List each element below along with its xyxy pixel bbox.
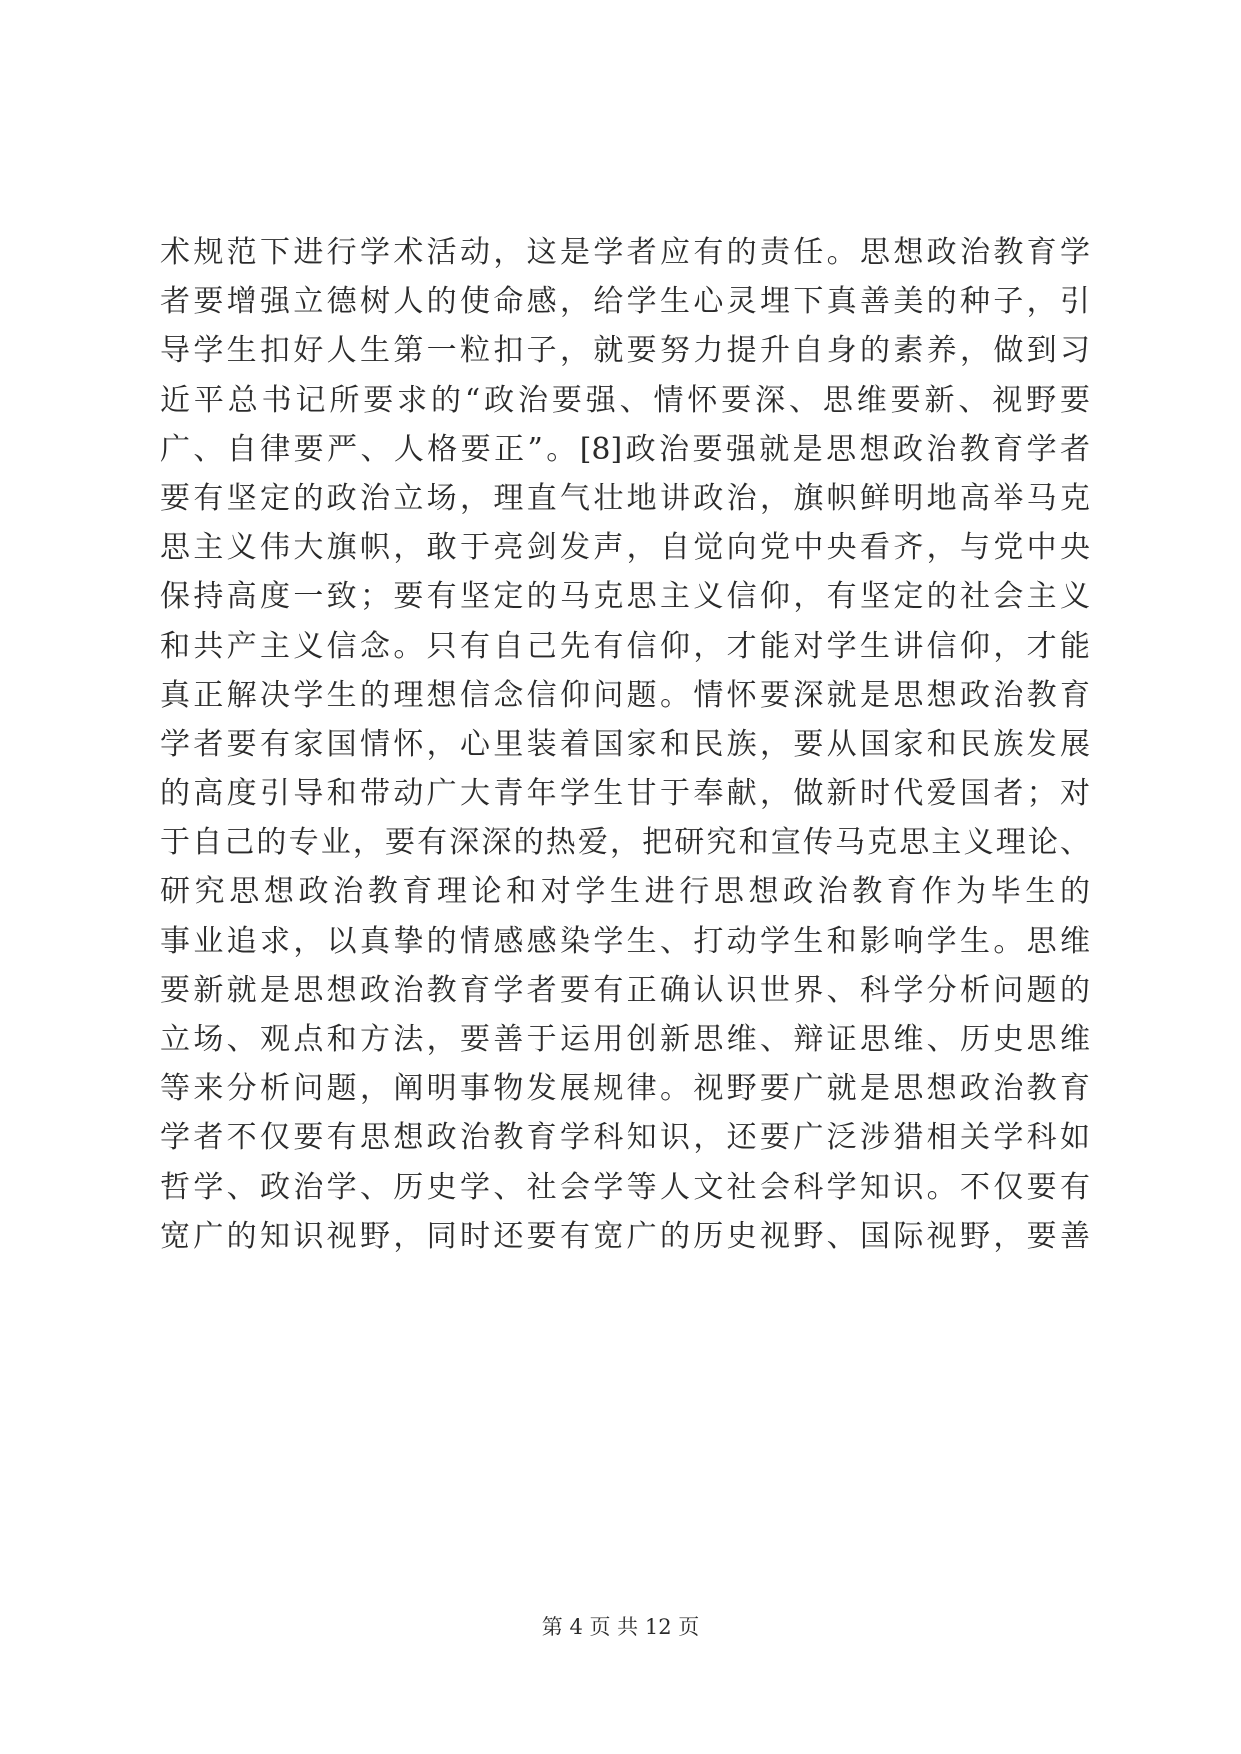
text-line: 于自己的专业，要有深深的热爱，把研究和宣传马克思主义理论、 bbox=[160, 825, 1090, 861]
text-line: 立场、观点和方法，要善于运用创新思维、辩证思维、历史思维 bbox=[160, 1022, 1090, 1057]
text-line: 要有坚定的政治立场，理直气壮地讲政治，旗帜鲜明地高举马克 bbox=[160, 480, 1090, 516]
text-line: 学者要有家国情怀，心里装着国家和民族，要从国家和民族发展 bbox=[160, 726, 1090, 762]
text-line: 广、自律要严、人格要正”。[8]政治要强就是思想政治教育学者 bbox=[160, 431, 1090, 467]
text-line: 的高度引导和带动广大青年学生甘于奉献，做新时代爱国者；对 bbox=[160, 776, 1090, 812]
page-number-label: 第 4 页 共 12 页 bbox=[541, 1615, 700, 1639]
text-line: 保持高度一致；要有坚定的马克思主义信仰，有坚定的社会主义 bbox=[160, 579, 1090, 615]
text-line: 宽广的知识视野，同时还要有宽广的历史视野、国际视野，要善 bbox=[160, 1218, 1090, 1254]
text-line: 近平总书记所要求的“政治要强、情怀要深、思维要新、视野要 bbox=[160, 382, 1090, 418]
text-line: 思主义伟大旗帜，敢于亮剑发声，自觉向党中央看齐，与党中央 bbox=[160, 530, 1090, 566]
body-text bbox=[160, 228, 1090, 1261]
text-line: 真正解决学生的理想信念信仰问题。情怀要深就是思想政治教育 bbox=[160, 677, 1090, 713]
text-line: 和共产主义信念。只有自己先有信仰，才能对学生讲信仰，才能 bbox=[160, 628, 1090, 664]
text-line: 术规范下进行学术活动，这是学者应有的责任。思想政治教育学 bbox=[160, 235, 1090, 270]
text-line: 事业追求，以真挚的情感感染学生、打动学生和影响学生。思维 bbox=[160, 923, 1090, 959]
text-line: 研究思想政治教育理论和对学生进行思想政治教育作为毕生的 bbox=[160, 874, 1090, 910]
text-line: 要新就是思想政治教育学者要有正确认识世界、科学分析问题的 bbox=[160, 972, 1090, 1008]
text-line: 等来分析问题，阐明事物发展规律。视野要广就是思想政治教育 bbox=[160, 1071, 1090, 1107]
text-line: 哲学、政治学、历史学、社会学等人文社会科学知识。不仅要有 bbox=[160, 1169, 1090, 1205]
text-line: 者要增强立德树人的使命感，给学生心灵埋下真善美的种子，引 bbox=[160, 284, 1090, 320]
text-line: 学者不仅要有思想政治教育学科知识，还要广泛涉猎相关学科如 bbox=[160, 1120, 1090, 1156]
page-footer bbox=[0, 1611, 1241, 1641]
text-line: 导学生扣好人生第一粒扣子，就要努力提升自身的素养，做到习 bbox=[160, 333, 1090, 369]
